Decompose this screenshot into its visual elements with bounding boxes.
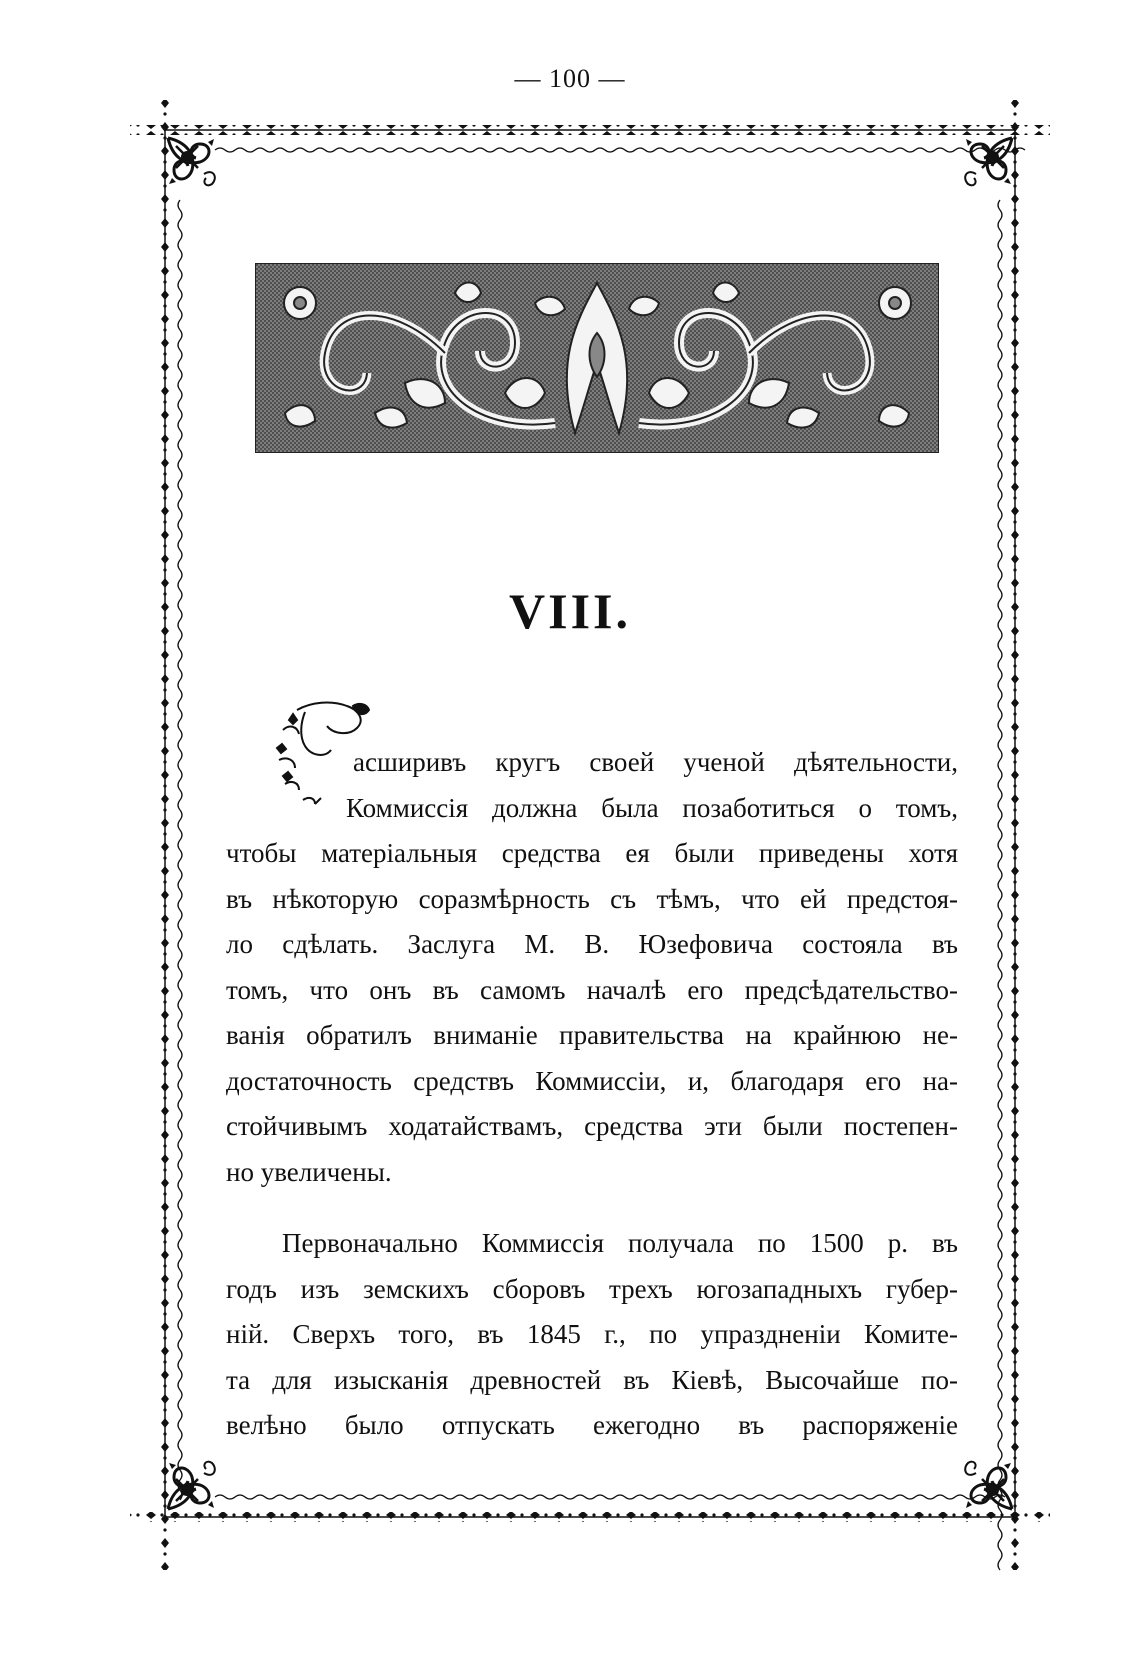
text-line: достаточность средствъ Коммиссіи, и, благодаря его на- [226,1065,958,1096]
text-line: Коммиссія должна была позаботиться о томъ, [346,792,958,823]
paragraph-1 [226,740,958,1195]
text-line: въ нѣкоторую соразмѣрность съ тѣмъ, что ей предстоя- [226,883,958,914]
text-line: та для изысканія древностей въ Кіевѣ, Высочайше по- [226,1364,958,1395]
text-line: асширивъ кругъ своей ученой дѣятельности, [353,747,958,777]
floral-headpiece-engraving [255,263,939,453]
text-line: ло сдѣлать. Заслуга М. В. Юзефовича состояла въ [226,929,958,959]
text-line: велѣно было отпускать ежегодно въ распоряженіе [226,1410,958,1440]
text-line: Первоначально Коммиссія получала по 1500 р. въ [282,1228,958,1258]
text-line: ній. Сверхъ того, въ 1845 г., по упраздненіи Комите- [226,1319,958,1349]
page-number: — 100 — [514,64,626,93]
text-line: ванія обратилъ вниманіе правительства на крайнюю не- [226,1020,958,1050]
text-line: но увеличены. [226,1156,392,1187]
text-line: годъ изъ земскихъ сборовъ трехъ югозападныхъ губер- [226,1273,958,1304]
body-text [226,740,958,1449]
paragraph-2 [226,1221,958,1449]
text-line: стойчивымъ ходатайствамъ, средства эти были постепен- [226,1111,958,1141]
text-line: чтобы матеріальныя средства ея были приведены хотя [226,838,958,868]
text-line: томъ, что онъ въ самомъ началѣ его предсѣдательство- [226,974,958,1005]
chapter-numeral: VIII. [509,583,631,639]
